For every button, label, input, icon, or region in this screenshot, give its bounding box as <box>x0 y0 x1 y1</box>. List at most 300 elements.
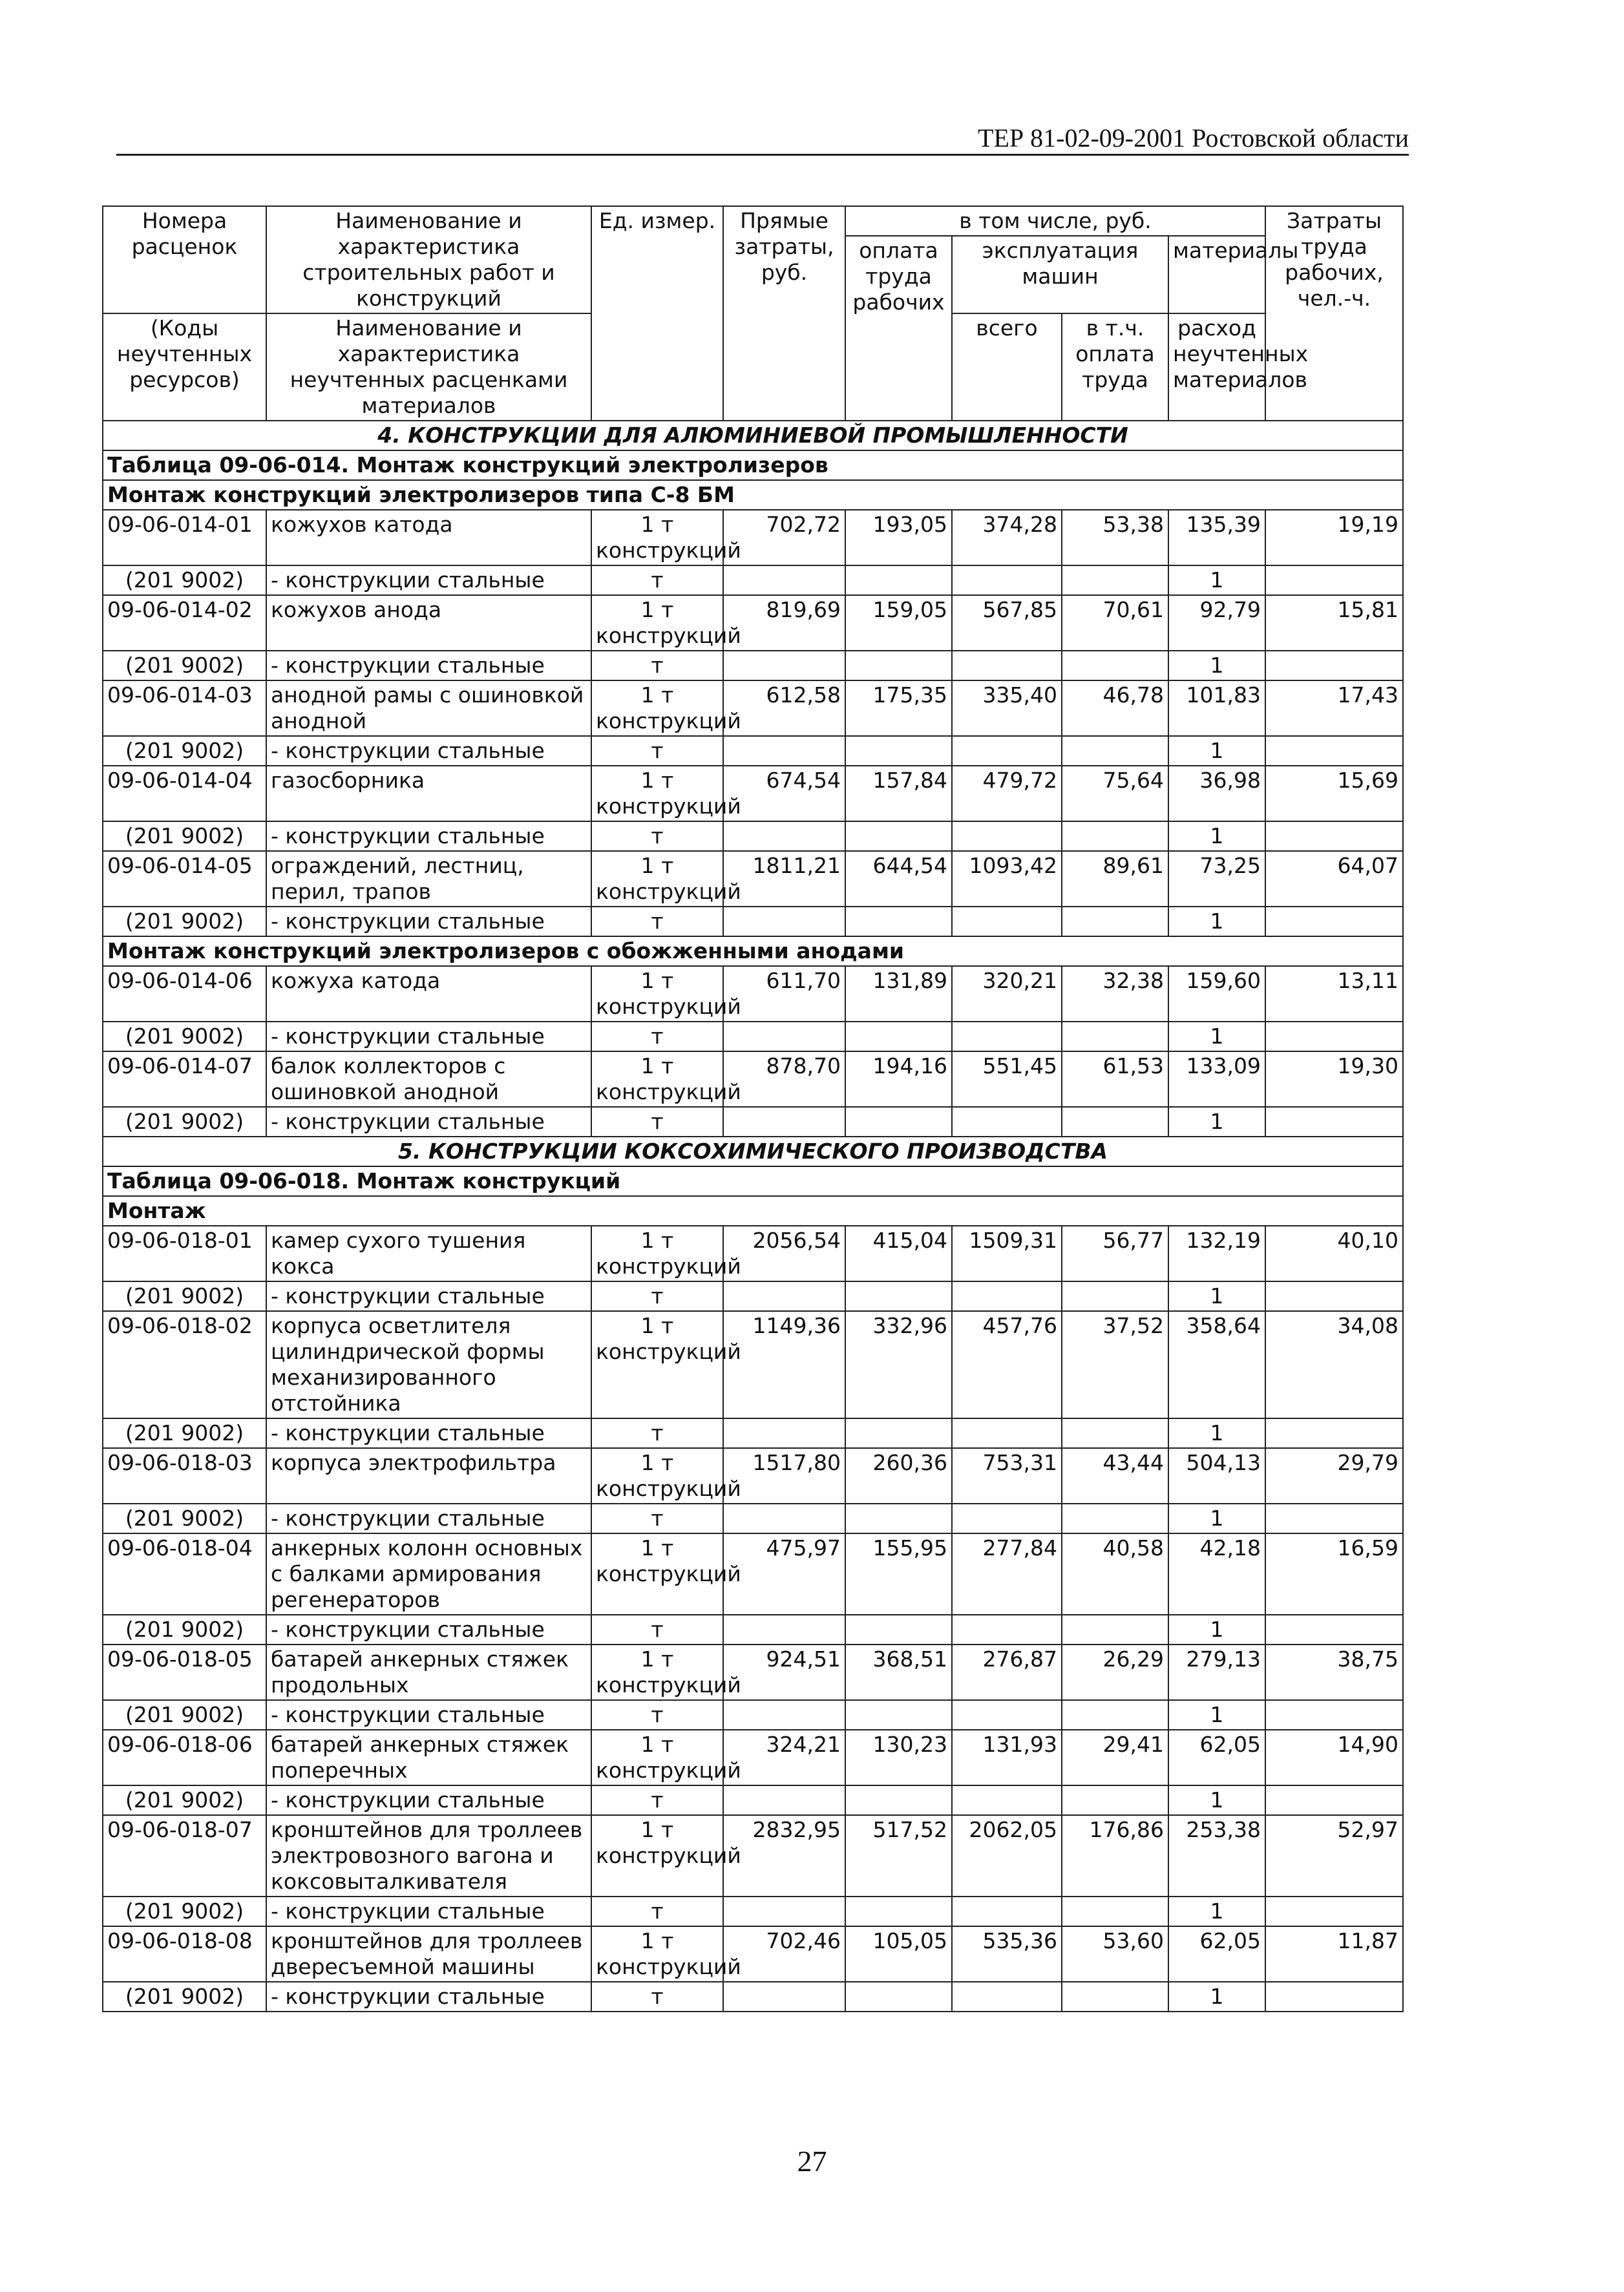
resource-code: (201 9002) <box>103 1785 266 1815</box>
resource-name: - конструкции стальные <box>266 1418 591 1448</box>
value-mat: 133,09 <box>1168 1051 1265 1107</box>
table-row <box>103 966 1403 1022</box>
work-name: газосборника <box>266 766 591 821</box>
group-title <box>103 936 1403 966</box>
empty-cell <box>723 736 845 766</box>
empty-cell <box>1265 907 1403 936</box>
resource-name: - конструкции стальные <box>266 1281 591 1311</box>
rate-code: 09-06-014-03 <box>103 680 266 736</box>
group-title <box>103 480 1403 510</box>
empty-cell <box>845 1281 952 1311</box>
empty-cell <box>1062 1700 1168 1730</box>
value-labor: 29,79 <box>1265 1448 1403 1504</box>
value-direct: 924,51 <box>723 1645 845 1700</box>
header-code-bottom: (Коды неучтенных ресурсов) <box>103 313 266 421</box>
empty-cell <box>1265 821 1403 851</box>
empty-cell <box>952 1785 1062 1815</box>
value-direct: 878,70 <box>723 1051 845 1107</box>
resource-row <box>103 651 1403 680</box>
resource-code: (201 9002) <box>103 1700 266 1730</box>
empty-cell <box>952 1615 1062 1645</box>
resource-qty: 1 <box>1168 1897 1265 1926</box>
empty-cell <box>952 1982 1062 2012</box>
value-labor: 16,59 <box>1265 1533 1403 1615</box>
resource-name: - конструкции стальные <box>266 651 591 680</box>
resource-name: - конструкции стальные <box>266 1615 591 1645</box>
work-name: камер сухого тушения кокса <box>266 1226 591 1281</box>
table-row <box>103 1051 1403 1107</box>
empty-cell <box>952 1897 1062 1926</box>
empty-cell <box>1265 1022 1403 1051</box>
empty-cell <box>1265 736 1403 766</box>
value-mat: 159,60 <box>1168 966 1265 1022</box>
value-mach_w: 176,86 <box>1062 1815 1168 1897</box>
empty-cell <box>952 1504 1062 1533</box>
value-wages: 130,23 <box>845 1730 952 1785</box>
table-row <box>103 1645 1403 1700</box>
resource-qty: 1 <box>1168 565 1265 595</box>
header-row <box>103 206 1403 236</box>
value-labor: 11,87 <box>1265 1926 1403 1982</box>
work-name: ограждений, лестниц, перил, трапов <box>266 851 591 907</box>
empty-cell <box>952 651 1062 680</box>
empty-cell <box>845 1107 952 1137</box>
resource-row <box>103 907 1403 936</box>
resource-unit: т <box>591 1615 723 1645</box>
rate-code: 09-06-014-01 <box>103 510 266 565</box>
table-row <box>103 766 1403 821</box>
empty-cell <box>845 821 952 851</box>
resource-qty: 1 <box>1168 1281 1265 1311</box>
resource-unit: т <box>591 1022 723 1051</box>
empty-cell <box>845 1022 952 1051</box>
resource-name: - конструкции стальные <box>266 1107 591 1137</box>
value-wages: 157,84 <box>845 766 952 821</box>
empty-cell <box>723 1107 845 1137</box>
empty-cell <box>1265 1897 1403 1926</box>
empty-cell <box>1062 1418 1168 1448</box>
value-mat: 358,64 <box>1168 1311 1265 1418</box>
table-row <box>103 510 1403 565</box>
unit: 1 т конструкций <box>591 1645 723 1700</box>
empty-cell <box>723 907 845 936</box>
empty-cell <box>1265 1281 1403 1311</box>
value-direct: 819,69 <box>723 595 845 651</box>
value-direct: 1149,36 <box>723 1311 845 1418</box>
empty-cell <box>1062 651 1168 680</box>
work-name: анодной рамы с ошиновкой анодной <box>266 680 591 736</box>
table-row <box>103 1311 1403 1418</box>
empty-cell <box>845 1785 952 1815</box>
value-labor: 40,10 <box>1265 1226 1403 1281</box>
work-name: кожухов анода <box>266 595 591 651</box>
table-title <box>103 1166 1403 1196</box>
resource-row <box>103 1785 1403 1815</box>
group-title-cell: Монтаж конструкций электролизеров с обожженными анодами <box>103 936 1403 966</box>
work-name: батарей анкерных стяжек продольных <box>266 1645 591 1700</box>
header-name-bottom: Наименование и характеристика неучтенных расценками материалов <box>266 313 591 421</box>
empty-cell <box>723 1785 845 1815</box>
resource-code: (201 9002) <box>103 1897 266 1926</box>
value-mach: 1509,31 <box>952 1226 1062 1281</box>
empty-cell <box>1265 1504 1403 1533</box>
resource-unit: т <box>591 1897 723 1926</box>
header-name-top: Наименование и характеристика строительных работ и конструкций <box>266 206 591 313</box>
value-mat: 101,83 <box>1168 680 1265 736</box>
resource-name: - конструкции стальные <box>266 565 591 595</box>
value-mach: 335,40 <box>952 680 1062 736</box>
resource-qty: 1 <box>1168 1982 1265 2012</box>
resource-unit: т <box>591 907 723 936</box>
value-labor: 64,07 <box>1265 851 1403 907</box>
value-mach_w: 56,77 <box>1062 1226 1168 1281</box>
resource-row <box>103 565 1403 595</box>
empty-cell <box>952 1022 1062 1051</box>
unit: 1 т конструкций <box>591 1448 723 1504</box>
work-name: кожухов катода <box>266 510 591 565</box>
resource-code: (201 9002) <box>103 907 266 936</box>
header-wages: оплата труда рабочих <box>845 236 952 421</box>
resource-name: - конструкции стальные <box>266 1022 591 1051</box>
rate-code: 09-06-018-02 <box>103 1311 266 1418</box>
resource-row <box>103 736 1403 766</box>
value-mat: 42,18 <box>1168 1533 1265 1615</box>
section-title <box>103 1137 1403 1166</box>
header-labor: Затраты труда рабочих, чел.-ч. <box>1265 206 1403 421</box>
rate-code: 09-06-018-07 <box>103 1815 266 1897</box>
value-wages: 175,35 <box>845 680 952 736</box>
value-mach: 567,85 <box>952 595 1062 651</box>
value-mat: 279,13 <box>1168 1645 1265 1700</box>
rate-code: 09-06-014-04 <box>103 766 266 821</box>
empty-cell <box>1265 1785 1403 1815</box>
resource-qty: 1 <box>1168 1418 1265 1448</box>
resource-qty: 1 <box>1168 1022 1265 1051</box>
value-direct: 702,46 <box>723 1926 845 1982</box>
value-direct: 2832,95 <box>723 1815 845 1897</box>
empty-cell <box>845 907 952 936</box>
rate-code: 09-06-018-06 <box>103 1730 266 1785</box>
rate-code: 09-06-014-05 <box>103 851 266 907</box>
empty-cell <box>1062 821 1168 851</box>
unit: 1 т конструкций <box>591 680 723 736</box>
value-mach: 535,36 <box>952 1926 1062 1982</box>
header-unit: Ед. измер. <box>591 206 723 421</box>
value-labor: 19,19 <box>1265 510 1403 565</box>
resource-row <box>103 1022 1403 1051</box>
work-name: кожуха катода <box>266 966 591 1022</box>
empty-cell <box>845 1897 952 1926</box>
table-row <box>103 1730 1403 1785</box>
resource-name: - конструкции стальные <box>266 1700 591 1730</box>
work-name: кронштейнов для троллеев электровозного вагона и коксовыталкивателя <box>266 1815 591 1897</box>
value-wages: 131,89 <box>845 966 952 1022</box>
empty-cell <box>1062 1897 1168 1926</box>
empty-cell <box>845 1700 952 1730</box>
unit: 1 т конструкций <box>591 1051 723 1107</box>
empty-cell <box>1062 1504 1168 1533</box>
rate-code: 09-06-018-05 <box>103 1645 266 1700</box>
empty-cell <box>952 565 1062 595</box>
value-mat: 92,79 <box>1168 595 1265 651</box>
empty-cell <box>1062 1785 1168 1815</box>
empty-cell <box>1265 565 1403 595</box>
value-direct: 674,54 <box>723 766 845 821</box>
resource-qty: 1 <box>1168 1615 1265 1645</box>
empty-cell <box>845 1615 952 1645</box>
group-title-cell: Монтаж <box>103 1196 1403 1226</box>
empty-cell <box>1062 1615 1168 1645</box>
empty-cell <box>723 651 845 680</box>
header-incl: в том числе, руб. <box>845 206 1265 236</box>
empty-cell <box>723 1982 845 2012</box>
resource-name: - конструкции стальные <box>266 736 591 766</box>
resource-row <box>103 1281 1403 1311</box>
page-number: 27 <box>797 2145 827 2178</box>
value-mach: 131,93 <box>952 1730 1062 1785</box>
empty-cell <box>952 736 1062 766</box>
value-mach: 551,45 <box>952 1051 1062 1107</box>
value-mach: 320,21 <box>952 966 1062 1022</box>
value-wages: 260,36 <box>845 1448 952 1504</box>
resource-code: (201 9002) <box>103 1107 266 1137</box>
value-labor: 14,90 <box>1265 1730 1403 1785</box>
resource-qty: 1 <box>1168 1107 1265 1137</box>
value-mat: 62,05 <box>1168 1926 1265 1982</box>
empty-cell <box>1062 1982 1168 2012</box>
resource-row <box>103 1615 1403 1645</box>
value-wages: 193,05 <box>845 510 952 565</box>
value-wages: 644,54 <box>845 851 952 907</box>
resource-name: - конструкции стальные <box>266 1504 591 1533</box>
resource-code: (201 9002) <box>103 1615 266 1645</box>
header-machines-total: всего <box>952 313 1062 421</box>
value-direct: 612,58 <box>723 680 845 736</box>
empty-cell <box>952 1107 1062 1137</box>
empty-cell <box>952 1418 1062 1448</box>
price-table <box>102 205 1404 2012</box>
value-mach_w: 29,41 <box>1062 1730 1168 1785</box>
resource-code: (201 9002) <box>103 565 266 595</box>
value-direct: 1811,21 <box>723 851 845 907</box>
rate-code: 09-06-018-08 <box>103 1926 266 1982</box>
empty-cell <box>723 1700 845 1730</box>
resource-row <box>103 1418 1403 1448</box>
group-title-cell: Монтаж конструкций электролизеров типа С-8 БМ <box>103 480 1403 510</box>
resource-unit: т <box>591 736 723 766</box>
value-labor: 17,43 <box>1265 680 1403 736</box>
empty-cell <box>1265 1107 1403 1137</box>
value-mach: 277,84 <box>952 1533 1062 1615</box>
rate-code: 09-06-018-01 <box>103 1226 266 1281</box>
empty-cell <box>845 565 952 595</box>
value-direct: 611,70 <box>723 966 845 1022</box>
rate-code: 09-06-014-06 <box>103 966 266 1022</box>
empty-cell <box>952 821 1062 851</box>
value-labor: 38,75 <box>1265 1645 1403 1700</box>
empty-cell <box>1265 1615 1403 1645</box>
resource-qty: 1 <box>1168 907 1265 936</box>
unit: 1 т конструкций <box>591 1311 723 1418</box>
empty-cell <box>845 1418 952 1448</box>
running-title: ТЕР 81-02-09-2001 Ростовской области <box>978 123 1409 152</box>
value-mach_w: 26,29 <box>1062 1645 1168 1700</box>
resource-unit: т <box>591 1700 723 1730</box>
value-mach: 479,72 <box>952 766 1062 821</box>
header-materials: материалы <box>1168 236 1265 313</box>
resource-unit: т <box>591 1982 723 2012</box>
value-wages: 415,04 <box>845 1226 952 1281</box>
value-wages: 159,05 <box>845 595 952 651</box>
resource-qty: 1 <box>1168 1785 1265 1815</box>
value-mach_w: 75,64 <box>1062 766 1168 821</box>
value-wages: 194,16 <box>845 1051 952 1107</box>
value-labor: 19,30 <box>1265 1051 1403 1107</box>
resource-row <box>103 1897 1403 1926</box>
header-direct: Прямые затраты, руб. <box>723 206 845 421</box>
empty-cell <box>1265 1982 1403 2012</box>
value-mach: 276,87 <box>952 1645 1062 1700</box>
value-labor: 13,11 <box>1265 966 1403 1022</box>
resource-unit: т <box>591 1785 723 1815</box>
empty-cell <box>845 651 952 680</box>
resource-qty: 1 <box>1168 651 1265 680</box>
unit: 1 т конструкций <box>591 1815 723 1897</box>
empty-cell <box>845 1982 952 2012</box>
table-title-cell: Таблица 09-06-014. Монтаж конструкций электролизеров <box>103 450 1403 480</box>
value-direct: 475,97 <box>723 1533 845 1615</box>
resource-code: (201 9002) <box>103 651 266 680</box>
group-title <box>103 1196 1403 1226</box>
work-name: балок коллекторов с ошиновкой анодной <box>266 1051 591 1107</box>
value-wages: 517,52 <box>845 1815 952 1897</box>
value-mach_w: 37,52 <box>1062 1311 1168 1418</box>
unit: 1 т конструкций <box>591 851 723 907</box>
value-mat: 253,38 <box>1168 1815 1265 1897</box>
value-wages: 332,96 <box>845 1311 952 1418</box>
value-wages: 155,95 <box>845 1533 952 1615</box>
empty-cell <box>1062 1281 1168 1311</box>
value-mach: 1093,42 <box>952 851 1062 907</box>
resource-unit: т <box>591 565 723 595</box>
section-title-cell: 5. КОНСТРУКЦИИ КОКСОХИМИЧЕСКОГО ПРОИЗВОДСТВА <box>103 1137 1403 1166</box>
unit: 1 т конструкций <box>591 1533 723 1615</box>
value-mach: 753,31 <box>952 1448 1062 1504</box>
resource-code: (201 9002) <box>103 821 266 851</box>
value-mach_w: 61,53 <box>1062 1051 1168 1107</box>
value-labor: 15,81 <box>1265 595 1403 651</box>
empty-cell <box>952 907 1062 936</box>
resource-row <box>103 1504 1403 1533</box>
table-row <box>103 1533 1403 1615</box>
table-row <box>103 680 1403 736</box>
table-row <box>103 595 1403 651</box>
resource-unit: т <box>591 821 723 851</box>
empty-cell <box>1265 651 1403 680</box>
empty-cell <box>1062 907 1168 936</box>
rate-code: 09-06-018-03 <box>103 1448 266 1504</box>
unit: 1 т конструкций <box>591 1730 723 1785</box>
empty-cell <box>1062 1107 1168 1137</box>
empty-cell <box>1062 736 1168 766</box>
value-mat: 132,19 <box>1168 1226 1265 1281</box>
resource-row <box>103 1982 1403 2012</box>
value-mach: 457,76 <box>952 1311 1062 1418</box>
work-name: кронштейнов для троллеев двересъемной машины <box>266 1926 591 1982</box>
table-row <box>103 851 1403 907</box>
resource-unit: т <box>591 1107 723 1137</box>
resource-code: (201 9002) <box>103 1022 266 1051</box>
value-mach: 374,28 <box>952 510 1062 565</box>
value-mach_w: 53,38 <box>1062 510 1168 565</box>
value-mat: 36,98 <box>1168 766 1265 821</box>
unit: 1 т конструкций <box>591 1226 723 1281</box>
unit: 1 т конструкций <box>591 1926 723 1982</box>
header-machines-wages: в т.ч. оплата труда <box>1062 313 1168 421</box>
rate-code: 09-06-018-04 <box>103 1533 266 1615</box>
empty-cell <box>1265 1418 1403 1448</box>
header-materials-sub: расход неучтенных материалов <box>1168 313 1265 421</box>
table-row <box>103 1226 1403 1281</box>
value-direct: 2056,54 <box>723 1226 845 1281</box>
empty-cell <box>952 1700 1062 1730</box>
value-labor: 52,97 <box>1265 1815 1403 1897</box>
table-title <box>103 450 1403 480</box>
resource-unit: т <box>591 1281 723 1311</box>
header-rule <box>116 154 1409 156</box>
empty-cell <box>1265 1700 1403 1730</box>
value-mach_w: 40,58 <box>1062 1533 1168 1615</box>
section-title <box>103 421 1403 450</box>
table-title-cell: Таблица 09-06-018. Монтаж конструкций <box>103 1166 1403 1196</box>
empty-cell <box>723 821 845 851</box>
value-mat: 62,05 <box>1168 1730 1265 1785</box>
value-mach_w: 89,61 <box>1062 851 1168 907</box>
value-direct: 1517,80 <box>723 1448 845 1504</box>
resource-unit: т <box>591 1418 723 1448</box>
value-mat: 135,39 <box>1168 510 1265 565</box>
value-mach_w: 53,60 <box>1062 1926 1168 1982</box>
empty-cell <box>1062 565 1168 595</box>
resource-qty: 1 <box>1168 1700 1265 1730</box>
resource-code: (201 9002) <box>103 736 266 766</box>
empty-cell <box>723 1615 845 1645</box>
work-name: корпуса осветлителя цилиндрической формы механизированного отстойника <box>266 1311 591 1418</box>
resource-qty: 1 <box>1168 821 1265 851</box>
value-direct: 702,72 <box>723 510 845 565</box>
value-labor: 15,69 <box>1265 766 1403 821</box>
work-name: батарей анкерных стяжек поперечных <box>266 1730 591 1785</box>
resource-code: (201 9002) <box>103 1982 266 2012</box>
empty-cell <box>952 1281 1062 1311</box>
value-mach_w: 43,44 <box>1062 1448 1168 1504</box>
value-mach_w: 70,61 <box>1062 595 1168 651</box>
value-mach: 2062,05 <box>952 1815 1062 1897</box>
empty-cell <box>723 1504 845 1533</box>
empty-cell <box>845 1504 952 1533</box>
resource-qty: 1 <box>1168 1504 1265 1533</box>
resource-row <box>103 1107 1403 1137</box>
empty-cell <box>845 736 952 766</box>
section-title-cell: 4. КОНСТРУКЦИИ ДЛЯ АЛЮМИНИЕВОЙ ПРОМЫШЛЕННОСТИ <box>103 421 1403 450</box>
resource-qty: 1 <box>1168 736 1265 766</box>
value-direct: 324,21 <box>723 1730 845 1785</box>
unit: 1 т конструкций <box>591 766 723 821</box>
empty-cell <box>723 1281 845 1311</box>
resource-code: (201 9002) <box>103 1281 266 1311</box>
unit: 1 т конструкций <box>591 595 723 651</box>
resource-name: - конструкции стальные <box>266 1897 591 1926</box>
